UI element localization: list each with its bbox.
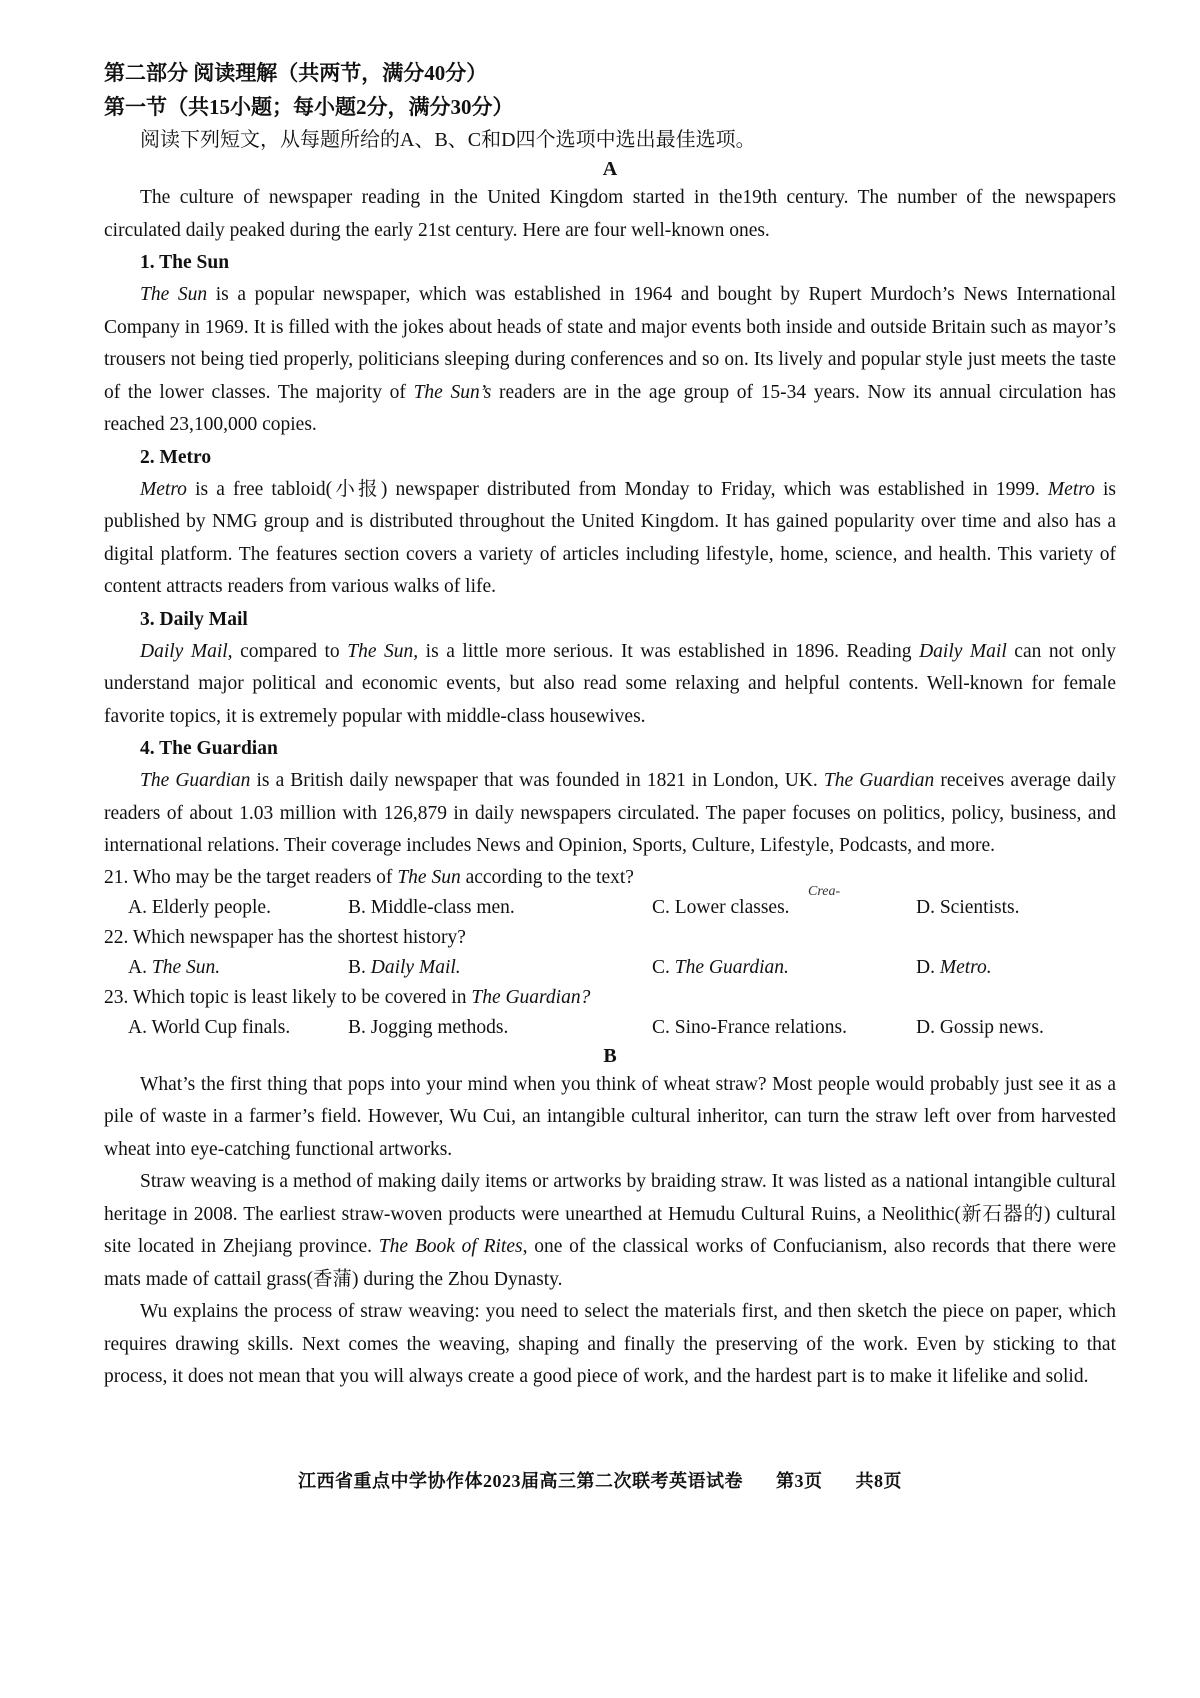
option-b[interactable]: B. Jogging methods. [348,1016,509,1038]
option-d[interactable]: D. Scientists. [916,896,1020,918]
option-text: The Sun. [151,956,221,978]
paragraph-the-sun [104,279,1116,442]
footer-total-pages: 共8页 [855,1471,902,1491]
question-stem-ital: The Guardian? [471,986,591,1008]
option-c[interactable]: C. Lower classes. [652,896,790,918]
text-run: is a popular newspaper, which was established in 1964 and bought by Rupert Murdoch’s News International Company in 1969. It is filled with the jokes about heads of state and major events both inside and outside Britain such as mayor’s trousers not being tied properly, politicians sleeping during conferences and so on. Its lively and popular style just meets the taste of the lower classes. The majority of [104,284,1116,403]
title-ital: Daily Mail, [140,640,233,662]
passage-b-paragraph-3: Wu explains the process of straw weaving: you need to select the materials first, and then sketch the piece on paper, which requires drawing skills. Next comes the weaving, shaping and finally the preserving of the work. Even by sticking to that process, it does not mean that you will always create a good piece of work, and the hardest part is to make it lifelike and solid. [104,1301,1116,1387]
title-ital: The Book of Rites [378,1236,523,1257]
title-ital: The Guardian [140,770,251,791]
instruction: 阅读下列短文，从每题所给的A、B、C和D四个选项中选出最佳选项。 [140,129,756,151]
text-run: readers are in the age group of 15-34 years. Now its annual circulation has reached 23,100,000 copies. [104,381,1116,435]
option-a[interactable] [128,953,348,983]
text-run: can not only understand major political and economic events, but also read some relaxing and helpful contents. Well-known for female favorite topics, it is extremely popular with middle-class housewives. [104,640,1117,727]
question-stem: 23. Which topic is least likely to be covered in [104,986,472,1008]
heading-metro: 2. Metro [140,446,212,468]
question-22 [104,923,1116,953]
title-ital: The Sun, [347,640,419,662]
option-b[interactable]: B. Middle-class men. [348,896,515,918]
question-stem: according to the text? [460,866,634,888]
option-text: The Guardian. [674,956,789,978]
title-ital: Metro [140,478,187,500]
question-stem: 22. Which newspaper has the shortest history? [104,926,466,948]
text-run: receives average daily readers of about 1.03 million with 126,879 in daily newspapers circulated. The paper focuses on politics, policy, business, and international relations. Their coverage includes News and Opinion, Sports, Culture, Lifestyle, Podcasts, and more. [104,770,1116,856]
option-text: Daily Mail. [370,956,461,978]
title-ital: The Sun’s [413,381,492,403]
title-ital: The Guardian [823,770,935,791]
option-c[interactable]: C. Sino-France relations. [652,1016,847,1038]
section-title: 第一节（共15小题；每小题2分，满分30分） [104,95,514,119]
paragraph-metro [104,474,1116,604]
title-ital: Daily Mail [919,640,1007,662]
heading-the-guardian: 4. The Guardian [140,738,278,759]
text-run: is published by NMG group and is distributed throughout the United Kingdom. It has gained popularity over time and also has a digital platform. The features section covers a variety of articles including lifestyle, home, science, and health. This variety of content attracts readers from various walks of life. [104,478,1116,597]
handwritten-note: Crea- [808,884,841,899]
passage-a-letter: A [602,158,618,180]
question-stem-ital: The Sun [397,866,461,888]
option-d[interactable] [916,953,1116,983]
paragraph-daily-mail [104,636,1116,734]
question-21-options [128,893,1116,923]
footer-page-number: 第3页 [776,1471,823,1491]
heading-daily-mail: 3. Daily Mail [140,608,248,630]
text-run: is a little more serious. It was established in 1896. Reading [418,640,920,662]
title-ital: The Sun [140,284,208,305]
question-22-options [128,953,1116,983]
option-text: Metro. [939,956,992,978]
question-stem: 21. Who may be the target readers of [104,866,398,888]
option-letter: D. [916,956,940,978]
option-letter: A. [128,956,152,978]
question-23-options [128,1013,1116,1043]
option-b[interactable] [348,953,652,983]
passage-b-letter: B [603,1044,617,1067]
question-23 [104,983,1116,1013]
passage-b-paragraph-1: What’s the first thing that pops into your mind when you think of wheat straw? Most people would probably just see it as a pile of waste in a farmer’s field. However, Wu Cui, an intangible cultural inheritor, can turn the straw left over from harvested wheat into eye-catching functional artworks. [104,1073,1116,1160]
option-d[interactable]: D. Gossip news. [916,1016,1044,1038]
option-letter: C. [652,956,675,978]
title-ital: Metro [1047,478,1095,500]
option-a[interactable]: A. Elderly people. [128,896,271,918]
paragraph-the-guardian [104,765,1116,863]
heading-the-sun: 1. The Sun [140,252,230,273]
footer-exam-title: 江西省重点中学协作体2023届高三第二次联考英语试卷 [298,1471,743,1491]
option-c[interactable] [652,953,916,983]
text-run: compared to [232,640,348,662]
option-letter: B. [348,956,371,978]
text-run: Straw weaving is a method of making daily items or artworks by braiding straw. It was listed as a national intangible cultural heritage in 2008. The earliest straw-woven products were unearthed at Hemudu Cultural Ruins, a Neolithic(新石器的) cultural site located in Zhejiang province. [104,1171,1116,1257]
text-run: is a British daily newspaper that was founded in 1821 in London, UK. [250,770,824,791]
page-footer [0,1467,1200,1493]
page-content [104,56,1116,1394]
passage-b-paragraph-2 [104,1166,1116,1296]
question-21 [104,863,1116,893]
passage-a-intro: The culture of newspaper reading in the United Kingdom started in the19th century. The number of the newspapers circulated daily peaked during the early 21st century. Here are four well-known ones. [104,187,1116,241]
text-run: is a free tabloid(小报) newspaper distributed from Monday to Friday, which was established in 1999. [186,478,1048,500]
text-run: , one of the classical works of Confucianism, also records that there were mats made of cattail grass(香蒲) during the Zhou Dynasty. [104,1236,1117,1290]
option-a[interactable]: A. World Cup finals. [128,1016,291,1038]
part-title: 第二部分 阅读理解（共两节，满分40分） [104,61,488,85]
